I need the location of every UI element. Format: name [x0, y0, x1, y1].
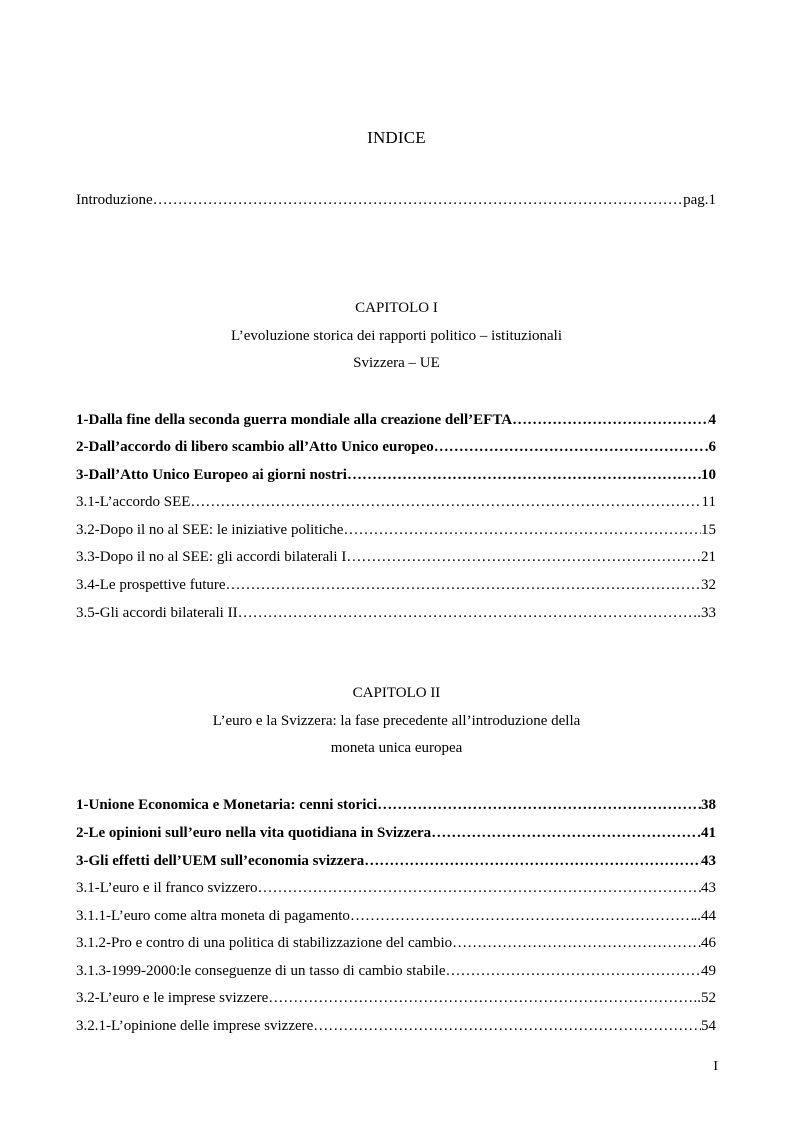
- dot-leader: [313, 1016, 701, 1036]
- dot-leader: [347, 465, 701, 485]
- toc-entry-page: ..52: [693, 990, 716, 1006]
- toc-entry-label: 3.2-Dopo il no al SEE: le iniziative politiche: [76, 522, 344, 538]
- chapter-heading: CAPITOLO II: [352, 685, 441, 701]
- toc-entry-page: 49: [701, 963, 716, 979]
- dot-leader: [512, 410, 708, 430]
- toc-entry: [76, 603, 716, 623]
- dot-leader: [238, 603, 698, 623]
- chapter-subtitle: Svizzera – UE: [353, 355, 440, 371]
- toc-entry: [76, 988, 716, 1008]
- toc-entry: [76, 492, 716, 512]
- toc-entry-page: .33: [697, 605, 716, 621]
- toc-entry-page: 10: [701, 467, 716, 483]
- dot-leader: [257, 878, 701, 898]
- toc-entry-page: 54: [701, 1018, 716, 1034]
- toc-entry: [76, 410, 716, 430]
- toc-entry-page: 21: [701, 549, 716, 565]
- toc-entry-label: 1-Unione Economica e Monetaria: cenni storici: [76, 797, 378, 813]
- toc-entry-page: 15: [701, 522, 716, 538]
- page-number: I: [713, 1059, 718, 1074]
- dot-leader: [350, 906, 694, 926]
- toc-entry-page: pag.1: [683, 192, 716, 208]
- dot-leader: [364, 851, 701, 871]
- toc-entry: [76, 465, 716, 485]
- toc-entry-label: 3.5-Gli accordi bilaterali II: [76, 605, 238, 621]
- chapter-subtitle: moneta unica europea: [330, 740, 463, 756]
- toc-entry-page: 43: [701, 853, 716, 869]
- toc-entry-page: 32: [701, 577, 716, 593]
- dot-leader: [268, 988, 693, 1008]
- toc-entry-label: 3.1.3-1999-2000:le conseguenze di un tasso di cambio stabile: [76, 963, 446, 979]
- toc-entry-label: 3-Gli effetti dell’UEM sull’economia svizzera: [76, 853, 365, 869]
- dot-leader: [343, 520, 701, 540]
- toc-entry-label: 3.2.1-L’opinione delle imprese svizzere: [76, 1018, 314, 1034]
- dot-leader: [434, 437, 705, 457]
- dot-leader: [431, 823, 697, 843]
- toc-entry-label: 3-Dall’Atto Unico Europeo ai giorni nostri: [76, 467, 347, 483]
- toc-entry-label: 3.1-L’accordo SEE: [76, 494, 191, 510]
- dot-leader: [446, 961, 702, 981]
- dot-leader: [346, 547, 701, 567]
- toc-entry: [76, 823, 716, 843]
- toc-entry: [76, 961, 716, 981]
- toc-entry: [76, 547, 716, 567]
- toc-entry-page: 46: [701, 935, 716, 951]
- toc-entry-label: 2-Dall’accordo di libero scambio all’Atto Unico europeo: [76, 439, 434, 455]
- toc-entry-label: 3.1-L’euro e il franco svizzero: [76, 880, 258, 896]
- toc-entry-page: ..44: [693, 908, 716, 924]
- toc-entry: [76, 878, 716, 898]
- dot-leader: [377, 795, 701, 815]
- toc-entry-label: 3.2-L’euro e le imprese svizzere: [76, 990, 269, 1006]
- toc-entry: [76, 795, 716, 815]
- toc-entry-label: 3.1.1-L’euro come altra moneta di pagamento: [76, 908, 350, 924]
- toc-entry-page: 11: [701, 494, 716, 510]
- toc-entry-page: 4: [708, 412, 716, 428]
- toc-entry: [76, 575, 716, 595]
- toc-entry: [76, 933, 716, 953]
- toc-entry-page: 43: [701, 880, 716, 896]
- toc-entry-introduction: [76, 190, 716, 210]
- toc-entry-label: 2-Le opinioni sull’euro nella vita quotidiana in Svizzera: [76, 825, 432, 841]
- toc-entry: [76, 437, 716, 457]
- dot-leader: [190, 492, 701, 512]
- toc-entry: [76, 906, 716, 926]
- toc-entry-label: 3.4-Le prospettive future: [76, 577, 226, 593]
- toc-entry: [76, 851, 716, 871]
- chapter-subtitle: L’euro e la Svizzera: la fase precedente all’introduzione della: [212, 713, 581, 729]
- toc-entry-page: 38: [701, 797, 716, 813]
- toc-entry-label: Introduzione: [76, 192, 153, 208]
- toc-entry-label: 3.1.2-Pro e contro di una politica di stabilizzazione del cambio: [76, 935, 453, 951]
- toc-entry-page: .41: [697, 825, 716, 841]
- chapter-heading: CAPITOLO I: [355, 300, 438, 316]
- toc-entry-label: 3.3-Dopo il no al SEE: gli accordi bilaterali I: [76, 549, 347, 565]
- dot-leader: [226, 575, 701, 595]
- toc-entry: [76, 1016, 716, 1036]
- chapter-subtitle: L’evoluzione storica dei rapporti politico – istituzionali: [230, 328, 563, 344]
- dot-leader: [153, 190, 683, 210]
- toc-entry-label: 1-Dalla fine della seconda guerra mondiale alla creazione dell’EFTA: [76, 412, 513, 428]
- page-title: INDICE: [367, 128, 426, 147]
- toc-entry-page: .6: [704, 439, 716, 455]
- toc-entry: [76, 520, 716, 540]
- dot-leader: [452, 933, 701, 953]
